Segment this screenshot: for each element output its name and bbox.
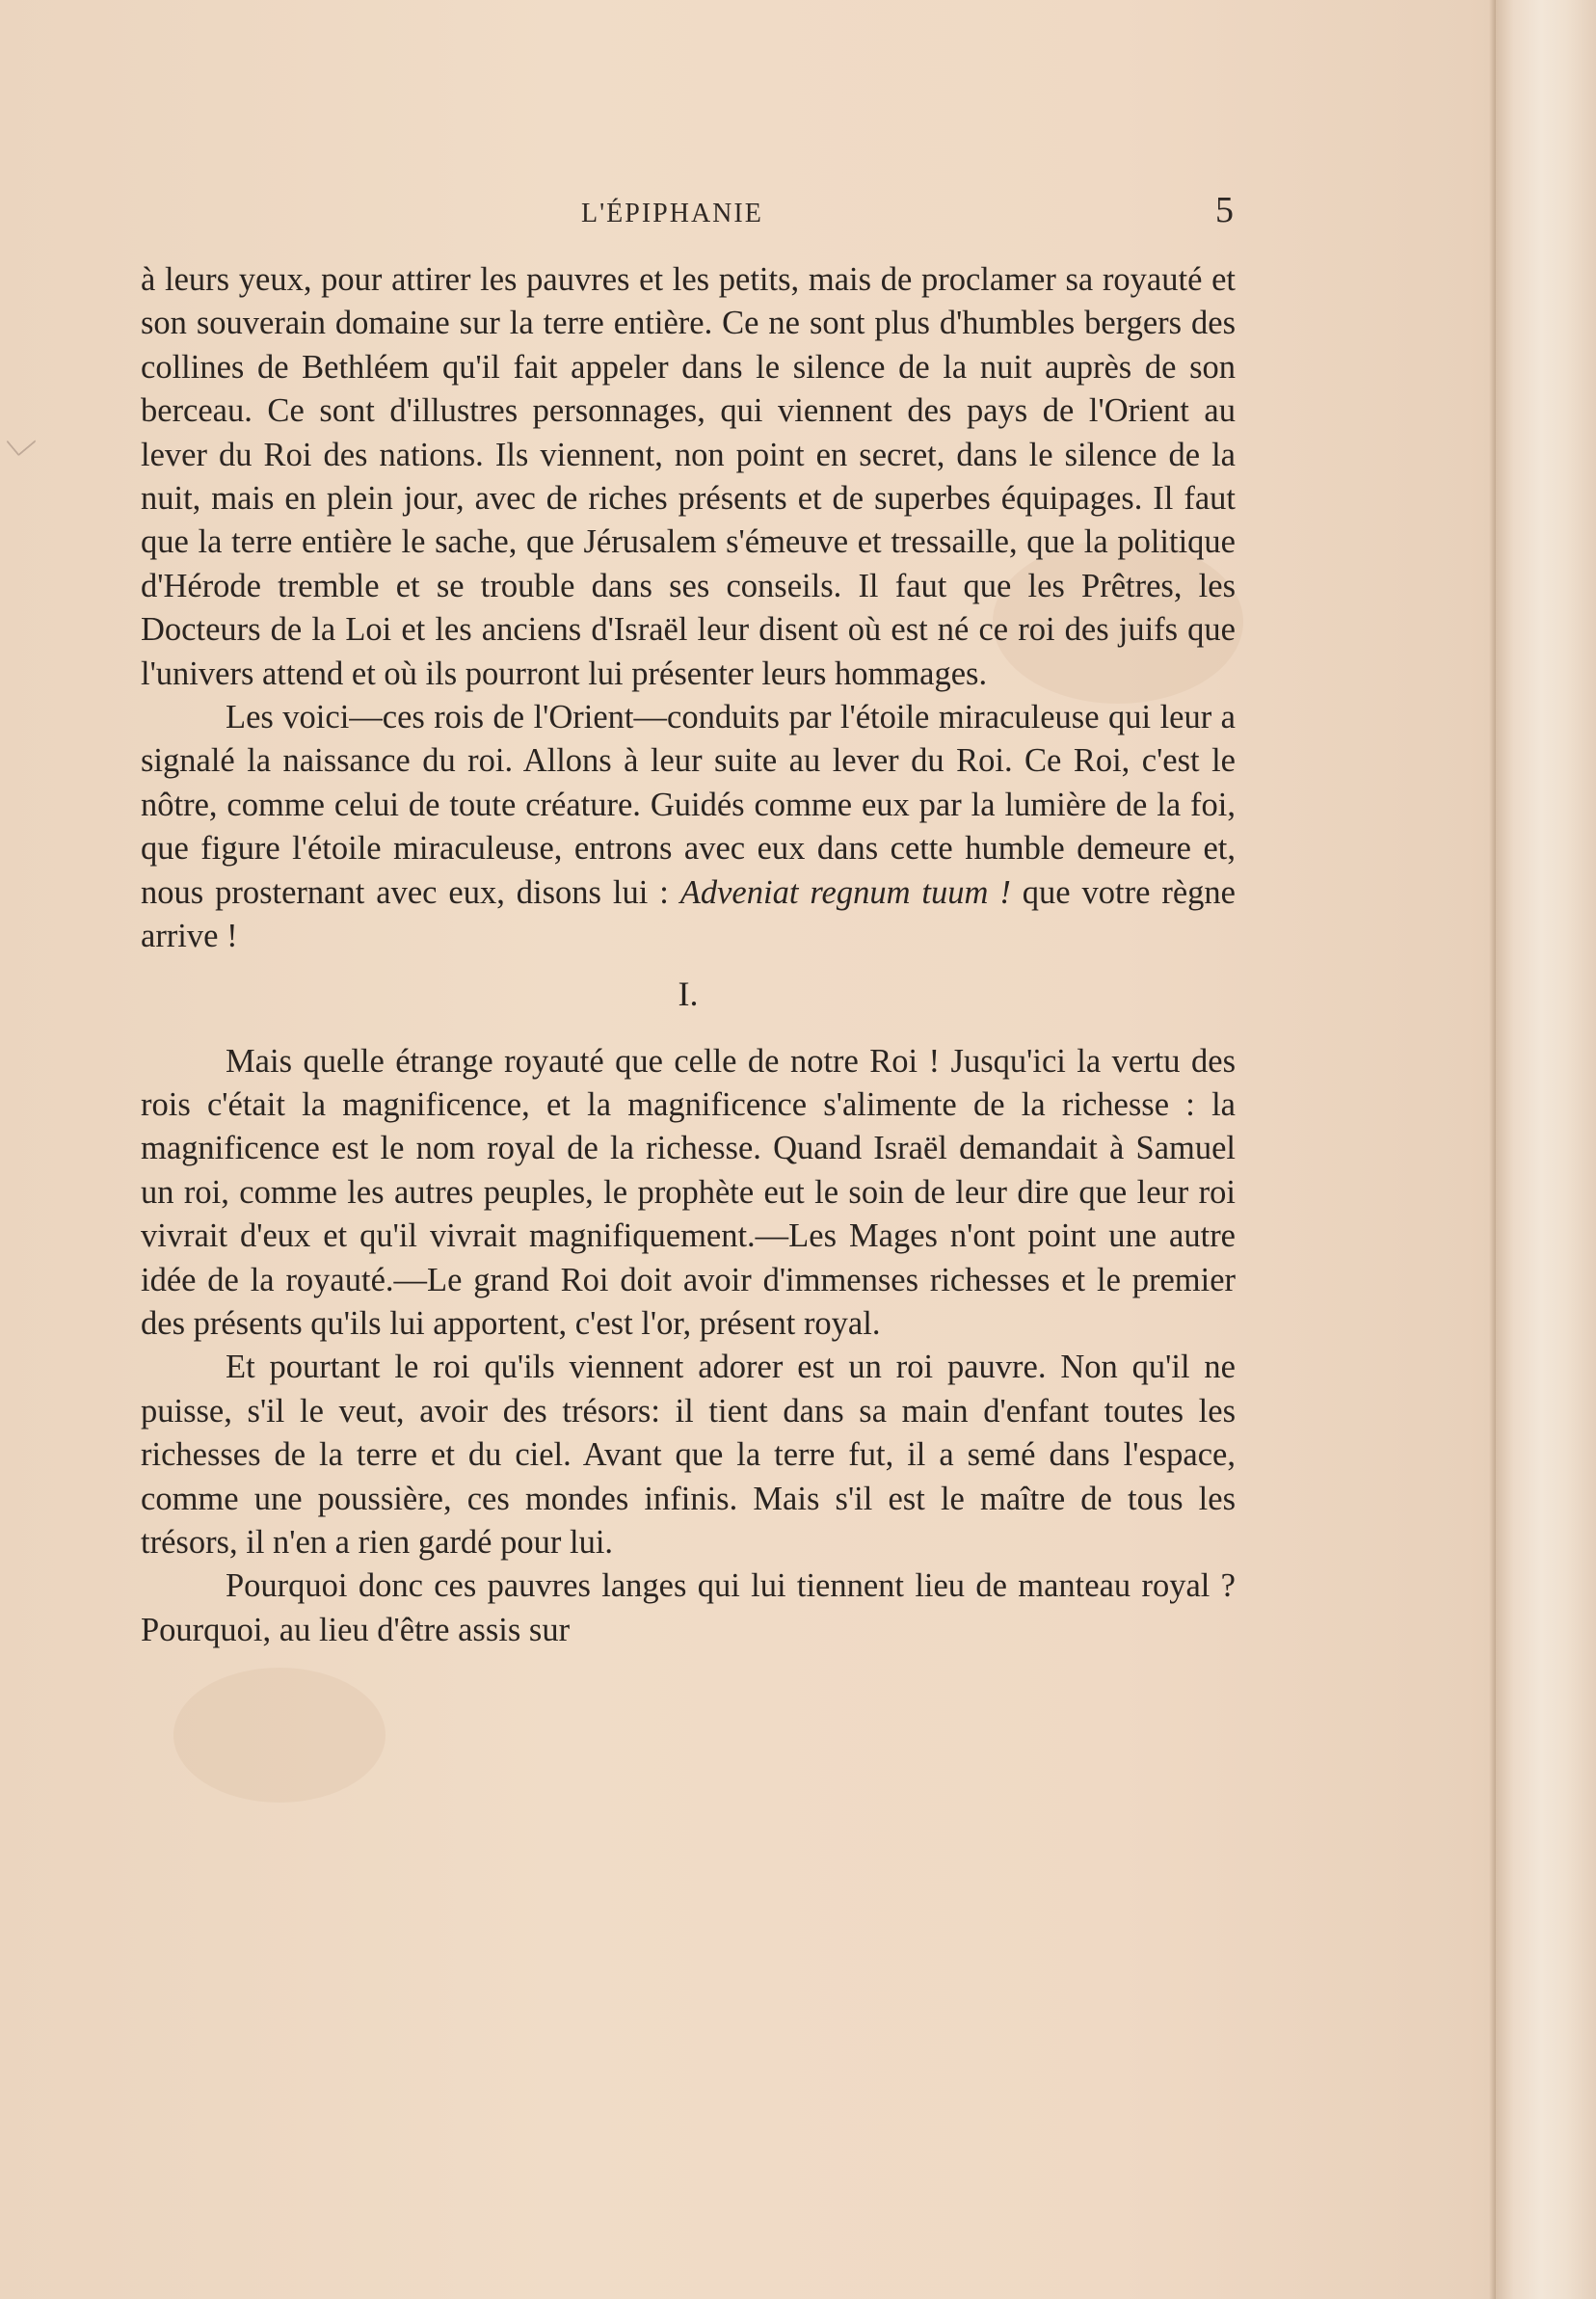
paragraph-2: [141, 696, 1236, 958]
page-header: [143, 189, 1234, 237]
paragraph-2-text: Les voici—ces rois de l'Orient—conduits par l'étoile miraculeuse qui leur a signalé la naissance du roi. Allons à leur suite au lever du Roi. Ce Roi, c'est le nôtre, comme celui de toute créature. Guidés comme eux par la lumière de la foi, que figure l'étoile miraculeuse, entrons avec eux dans cette humble demeure et, nous prosternant avec eux, disons lui :: [141, 699, 1236, 911]
paragraph-5: Pourquoi donc ces pauvres langes qui lui tiennent lieu de manteau royal ? Pourquoi, au lieu d'être assis sur: [141, 1567, 1236, 1648]
page-number: 5: [1215, 190, 1234, 230]
latin-quotation: Adveniat regnum tuum !: [679, 873, 1011, 911]
next-page-edge: [1496, 0, 1596, 2299]
running-title: L'ÉPIPHANIE: [581, 199, 763, 228]
paragraph-3: Mais quelle étrange royauté que celle de notre Roi ! Jusqu'ici la vertu des rois c'était la magnificence, et la magnificence s'alimente de la richesse : la magnificence est le nom royal de la richesse. Quand Israël demandait à Samuel un roi, comme les autres peuples, le prophète eut le soin de leur dire que leur roi vivrait d'eux et qu'il vivrait magnifiquement.—Les Mages n'ont point une autre idée de la royauté.—Le grand Roi doit avoir d'immenses richesses et le premier des présents qu'ils lui apportent, c'est l'or, présent royal.: [141, 1042, 1236, 1342]
section-heading: I.: [678, 974, 699, 1013]
paragraph-1: à leurs yeux, pour attirer les pauvres et les petits, mais de proclamer sa royauté et son souverain domaine sur la terre entière. Ce ne sont plus d'humbles bergers des collines de Bethléem qu'il fait appeler dans le silence de la nuit auprès de son berceau. Ce sont d'illustres personnages, qui viennent des pays de l'Orient au lever du Roi des nations. Ils viennent, non point en secret, dans le silence de la nuit, mais en plein jour, avec de riches présents et de superbes équipages. Il faut que la terre entière le sache, que Jérusalem s'émeuve et tressaille, que la politique d'Hérode tremble et se trouble dans ses conseils. Il faut que les Prêtres, les Docteurs de la Loi et les anciens d'Israël leur disent où est né ce roi des juifs que l'univers attend et où ils pourront lui présenter leurs hommages.: [141, 261, 1236, 692]
paragraph-4: Et pourtant le roi qu'ils viennent adorer est un roi pauvre. Non qu'il ne puisse, s'il le veut, avoir des trésors: il tient dans sa main d'enfant toutes les richesses de la terre et du ciel. Avant que la terre fut, il a semé dans l'espace, comme une poussière, ces mondes infinis. Mais s'il est le maître de tous les trésors, il n'en a rien gardé pour lui.: [141, 1349, 1236, 1561]
body-text: [141, 258, 1236, 1652]
paragraph-2-ending: que votre règne arrive !: [141, 873, 1236, 955]
paper-stain: [173, 1668, 386, 1803]
